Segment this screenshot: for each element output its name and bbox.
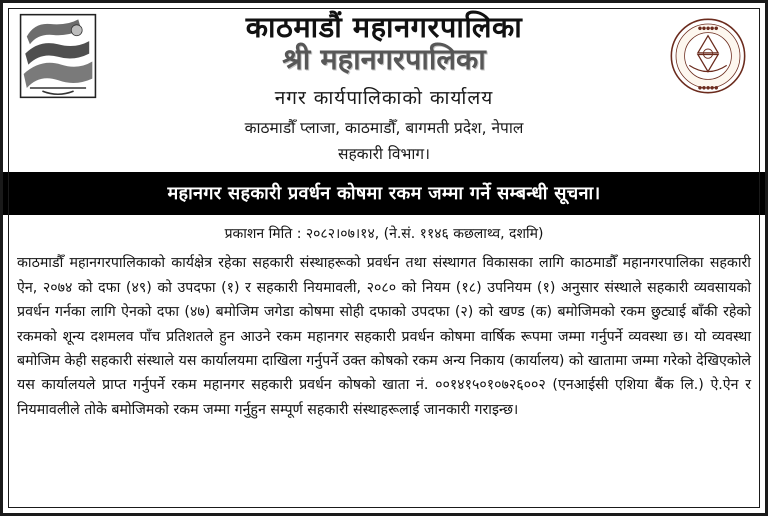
svg-text:●●●●●: ●●●●● bbox=[697, 26, 719, 32]
organization-title-line2: श्री महानगरपालिका bbox=[282, 42, 486, 77]
office-address: काठमाडौँ प्लाजा, काठमाडौँ, बागमती प्रदेश, नेपाल bbox=[244, 119, 524, 138]
publication-date: प्रकाशन मिति : २०८२।०७।१४, (ने.सं. ११४६ कछलाथ्व, दशमि) bbox=[224, 226, 544, 243]
office-name: नगर कार्यपालिकाको कार्यालय bbox=[274, 87, 494, 110]
notice-banner-title: महानगर सहकारी प्रवर्धन कोषमा रकम जम्मा गर्ने सम्बन्धी सूचना। bbox=[3, 172, 765, 215]
document-header bbox=[3, 3, 765, 172]
notice-body-paragraph: काठमाडौँ महानगरपालिकाको कार्यक्षेत्र रहेका सहकारी संस्थाहरूको प्रवर्धन तथा संस्थागत विकासका लागि काठमाडौँ महानगरपालिका सहकारी ऐन, २०७४ को दफा (४९) को उपदफा (१) र सहकारी नियमावली, २०८० को नियम (१८) उपनियम (१) अनुसार संस्थाले सहकारी व्यवसायको प्रवर्धन गर्नका लागि ऐनको दफा (४७) बमोजिम जगेडा कोषमा सोही दफाको उपदफा (२) को खण्ड (क) बमोजिमको रकम छुट्याई बाँकी रहेको रकमको शून्य दशमलव पाँच प्रतिशतले हुन आउने रकम महानगर सहकारी प्रवर्धन कोषमा वार्षिक रूपमा जम्मा गर्नुपर्ने व्यवस्था छ। यो व्यवस्था बमोजिम केही सहकारी संस्थाले यस कार्यालयमा दाखिला गर्नुपर्ने उक्त कोषको रकम अन्य निकाय (कार्यालय) को खातामा जम्मा गरेको देखिएकोले यस कार्यालयले प्राप्त गर्नुपर्ने रकम महानगर सहकारी प्रवर्धन कोषको खाता नं. ००१४१५०१०७२६००२ (एनआईसी एशिया बैंक लि.) ऐ.ऐन र नियमावलीले तोके बमोजिमको रकम जम्मा गर्नुहुन सम्पूर्ण सहकारी संस्थाहरूलाई जानकारी गराइन्छ। bbox=[17, 255, 751, 418]
organization-title-line1: काठमाडौं महानगरपालिका bbox=[245, 10, 523, 44]
svg-text:●●●●●: ●●●●● bbox=[697, 85, 719, 91]
department-name: सहकारी विभाग। bbox=[337, 145, 431, 164]
